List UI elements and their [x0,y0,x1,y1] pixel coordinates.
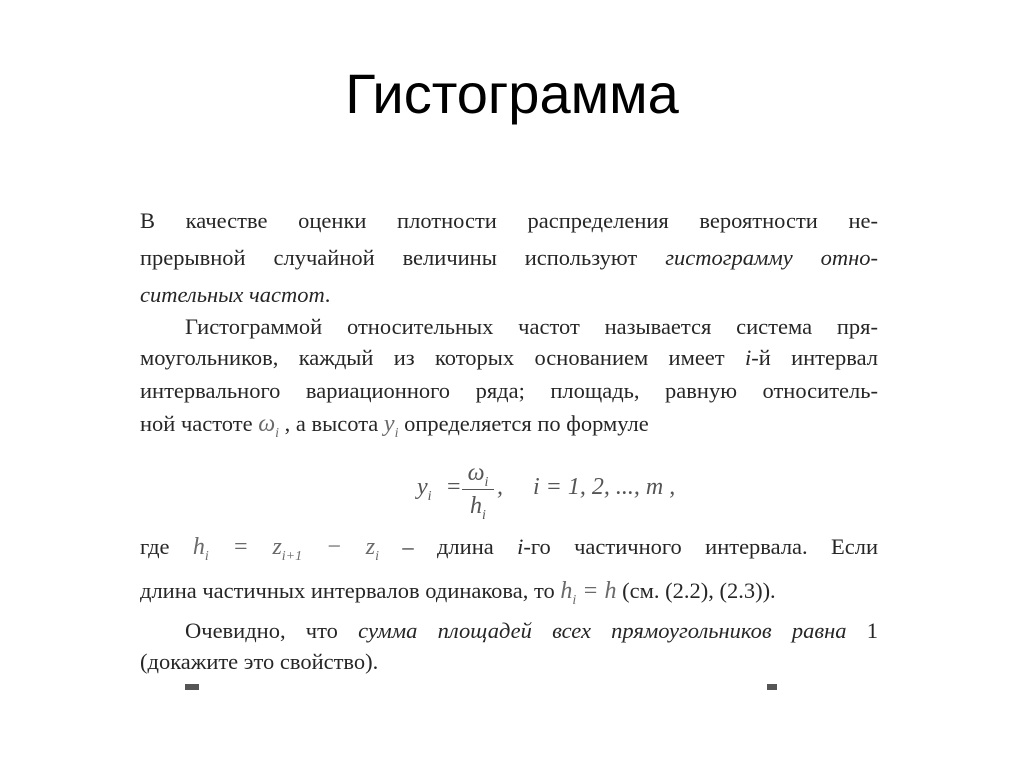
text: прерывной случайной величины используют [140,245,666,270]
scanned-text-image [140,206,878,696]
formula-fraction [462,458,494,521]
text: , а высота [279,411,384,436]
text: Очевидно, что [185,618,359,643]
text: – длина [379,534,518,559]
math-sub: i [572,593,577,608]
fraction-numerator: $\omega_i$ [467,460,489,490]
italic-term: сительных частот [140,282,325,307]
math-sub: i [275,426,280,441]
text-line-2 [140,243,878,273]
text-line-8 [140,532,878,562]
text: (докажите это свойство). [140,649,379,674]
math-omega: ω [258,411,276,437]
text: 1 [846,618,878,643]
cut-off-glyph [185,684,199,690]
text-line-4 [185,312,878,342]
text-line-9 [140,576,776,606]
text-line-11 [140,647,378,677]
fraction-denominator: $h_i$ [470,493,486,523]
math-sub: i+1 [281,549,303,564]
italic-term: сумма площадей всех прямоугольников равна [358,618,847,643]
text: где [140,534,193,559]
text: интервального вариационного ряда; площадь, равную относитель- [140,378,878,403]
text-line-6 [140,376,878,406]
text: определяется по формуле [398,411,649,436]
text: . [324,282,331,307]
math-sub: i [204,549,209,564]
italic-term: гистограмму отно- [665,245,878,270]
math-expr: = h [576,578,617,604]
text: (см. (2.2), (2.3)). [616,578,776,603]
math-var: h [560,578,573,604]
slide-title: Гистограмма [345,62,679,125]
text-line-7 [140,409,649,439]
formula-lhs: $y_i$ [417,474,432,504]
text: В качестве оценки плотности распределения вероятности не- [140,208,878,233]
text: -й интервал [751,345,878,370]
text-line-3 [140,280,330,310]
math-sub: i [375,549,380,564]
text: Гистограммой относительных частот называется система пря- [185,314,878,339]
text: моугольников, каждый из которых основанием имеет [140,345,745,370]
math-var: i [744,345,752,370]
text-line-10 [185,616,878,646]
math-expr: = z [208,534,282,560]
formula-eq: = [447,474,461,500]
math-var: y [383,411,395,437]
math-var: i [517,534,524,559]
math-sub: i [394,426,399,441]
text: -го частичного интервала. Если [523,534,878,559]
cut-off-glyph [767,684,777,690]
text-line-5 [140,343,878,373]
formula [417,454,677,524]
formula-tail: , i = 1, 2, ..., m , [497,474,676,500]
math-var: h [192,534,205,560]
text: длина частичных интервалов одинакова, то [140,578,561,603]
text-line-1 [140,206,878,236]
fraction-bar [462,489,494,490]
text: ной частоте [140,411,259,436]
math-expr: − z [302,534,376,560]
